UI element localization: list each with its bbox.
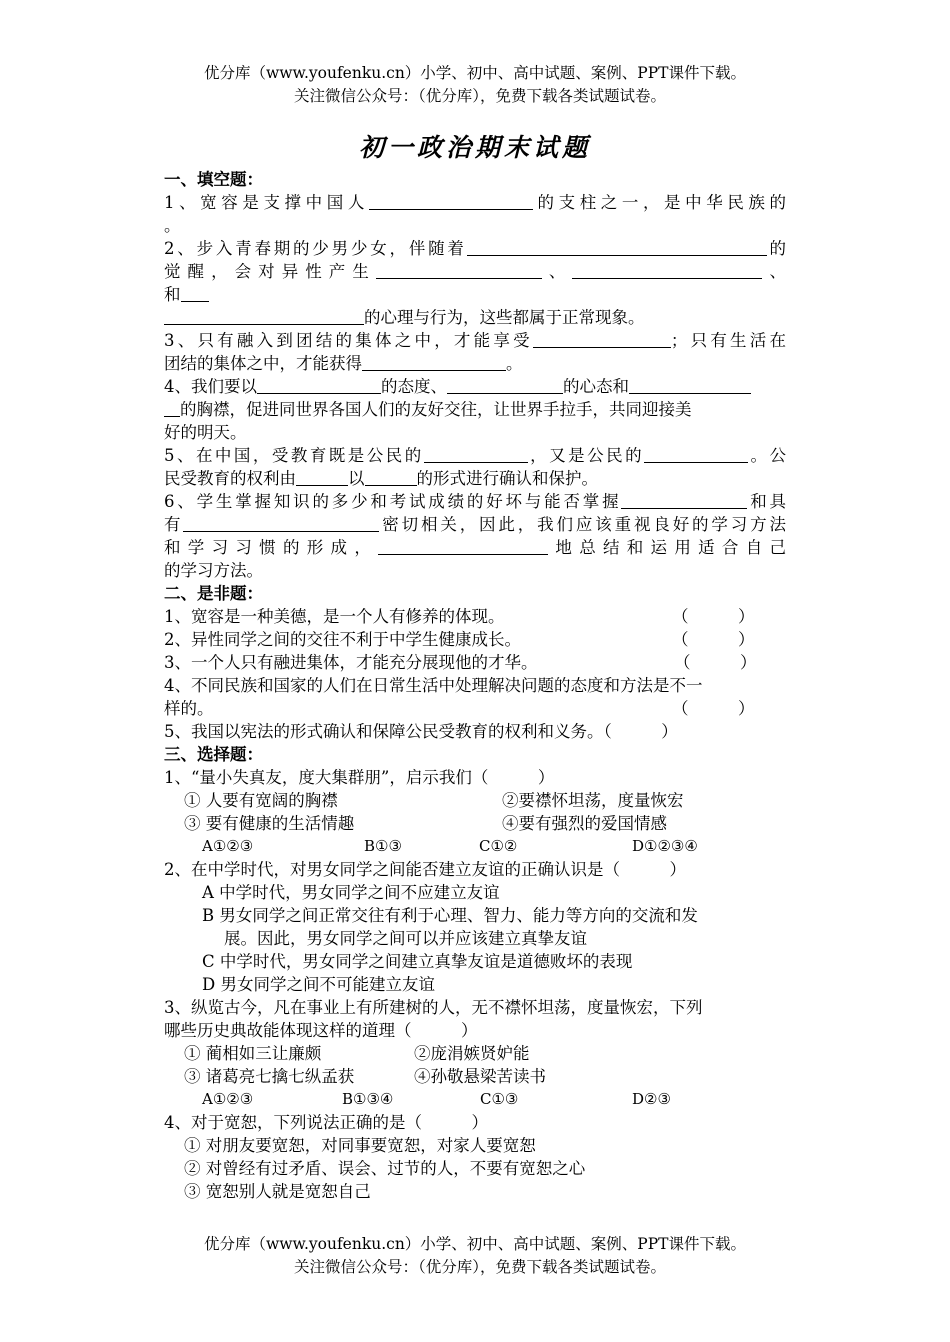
blank — [376, 262, 542, 279]
blank — [467, 239, 767, 256]
footer-line-2: 关注微信公众号：（优分库），免费下载各类试题试卷。 — [293, 1258, 666, 1276]
text: 1、宽容是支撑中国人 — [164, 193, 369, 212]
blank — [572, 262, 762, 279]
s1-q4-line1 — [164, 375, 786, 398]
s1-q5-line2 — [164, 467, 786, 490]
s3-q1-options-b — [164, 812, 786, 835]
option: ③ 诸葛亮七擒七纵孟获 — [184, 1067, 355, 1086]
exam-body — [164, 168, 786, 1203]
text: 的心态和 — [563, 377, 629, 396]
text: 、 — [762, 262, 787, 281]
option: ① 人要有宽阔的胸襟 — [184, 791, 338, 810]
text: 觉醒，会对异性产生 — [164, 262, 376, 281]
blank — [369, 193, 533, 210]
s1-q2-line3 — [164, 283, 786, 306]
s1-q3-line2 — [164, 352, 786, 375]
text: 的支柱之一，是中华民族的 — [532, 193, 787, 212]
blank — [164, 308, 364, 325]
blank — [365, 469, 417, 486]
s1-q4-line2 — [164, 398, 786, 421]
blank — [296, 469, 348, 486]
answer-choice: D①②③④ — [632, 837, 698, 855]
text: 有 — [164, 515, 184, 534]
s3-q4-option-2: ② 对曾经有过矛盾、误会、过节的人，不要有宽恕之心 — [184, 1159, 586, 1178]
s1-q6-line2 — [164, 513, 786, 536]
s1-q4-line3: 好的明天。 — [164, 423, 247, 442]
s1-q6-line1 — [164, 490, 786, 513]
s1-q1-line2: 。 — [164, 216, 181, 235]
text: 民受教育的权利由 — [164, 469, 296, 488]
text: 样的。 — [164, 699, 214, 718]
option: ③ 要有健康的生活情趣 — [184, 814, 355, 833]
answer-paren: （ ） — [674, 653, 757, 672]
text: ；只有生活在 — [670, 331, 787, 350]
s3-q4: 4、对于宽恕，下列说法正确的是（ ） — [164, 1113, 488, 1132]
answer-choice: B①③ — [364, 837, 402, 855]
text: 的心理与行为，这些都属于正常现象。 — [364, 308, 645, 327]
s3-q2: 2、在中学时代，对男女同学之间能否建立友谊的正确认识是（ ） — [164, 860, 686, 879]
s3-q4-option-1: ① 对朋友要宽恕，对同事要宽恕，对家人要宽恕 — [184, 1136, 536, 1155]
text: 和 — [164, 285, 181, 304]
text: 4、我们要以 — [164, 377, 257, 396]
text: 和具 — [747, 492, 787, 511]
text: 3、只有融入到团结的集体之中，才能享受 — [164, 331, 533, 350]
option: ④孙敬悬梁苦读书 — [414, 1067, 546, 1086]
blank — [533, 331, 671, 348]
answer-choice: A①②③ — [202, 1090, 254, 1108]
text: 和学习习惯的形成， — [164, 538, 379, 557]
s2-item-2 — [164, 628, 786, 651]
s1-q3-line1 — [164, 329, 786, 352]
text: 。公 — [748, 446, 787, 465]
page-title: 初一政治期末试题 — [358, 133, 591, 162]
section-heading-choice: 三、选择题： — [164, 745, 263, 764]
s3-q1-options-a — [164, 789, 786, 812]
blank — [378, 538, 548, 555]
blank — [644, 446, 748, 463]
option: ① 蔺相如三让廉颇 — [184, 1044, 322, 1063]
answer-choice: A①②③ — [202, 837, 254, 855]
section-heading-true-false: 二、是非题： — [164, 584, 263, 603]
text: 2、异性同学之间的交往不利于中学生健康成长。 — [164, 630, 521, 649]
blank — [447, 377, 563, 394]
s3-q2-option-a: A 中学时代，男女同学之间不应建立友谊 — [202, 883, 500, 902]
header-line-2: 关注微信公众号：（优分库），免费下载各类试题试卷。 — [293, 87, 666, 105]
header-line-1: 优分库（www.youfenku.cn）小学、初中、高中试题、案例、PPT课件下载。 — [203, 64, 747, 82]
section-heading-fill-blank: 一、填空题： — [164, 170, 263, 189]
text: 的形式进行确认和保护。 — [416, 469, 598, 488]
blank — [629, 377, 751, 394]
text: 地总结和运用适合自己 — [548, 538, 787, 557]
answer-paren: （ ） — [672, 699, 755, 718]
s1-q6-line3 — [164, 536, 786, 559]
s3-q3-line2: 哪些历史典故能体现这样的道理（ ） — [164, 1021, 478, 1040]
text: 以 — [348, 469, 365, 488]
s2-item-4-line1: 4、不同民族和国家的人们在日常生活中处理解决问题的态度和方法是不一 — [164, 676, 703, 695]
blank — [257, 377, 381, 394]
text: 6、学生掌握知识的多少和考试成绩的好坏与能否掌握 — [164, 492, 622, 511]
text: 的态度、 — [381, 377, 447, 396]
blank — [164, 400, 180, 417]
s2-item-1 — [164, 605, 786, 628]
text: 团结的集体之中，才能获得 — [164, 354, 362, 373]
s2-item-4-line2 — [164, 697, 786, 720]
s3-q2-option-d: D 男女同学之间不可能建立友谊 — [202, 975, 435, 994]
option: ②庞涓嫉贤妒能 — [414, 1044, 530, 1063]
text: 的胸襟，促进同世界各国人们的友好交往，让世界手拉手，共同迎接美 — [180, 400, 692, 419]
page-header — [0, 62, 950, 108]
s1-q2-line2 — [164, 260, 786, 283]
blank — [424, 446, 528, 463]
text: 密切相关，因此，我们应该重视良好的学习方法 — [379, 515, 787, 534]
answer-choice: C①② — [479, 837, 518, 855]
s3-q3-answers — [164, 1088, 786, 1111]
s3-q2-option-c: C 中学时代，男女同学之间建立真挚友谊是道德败坏的表现 — [202, 952, 633, 971]
s1-q2-line4 — [164, 306, 786, 329]
s3-q2-option-b-line2: 展。因此，男女同学之间可以并应该建立真挚友谊 — [224, 929, 587, 948]
text: ，又是公民的 — [527, 446, 645, 465]
footer-line-1: 优分库（www.youfenku.cn）小学、初中、高中试题、案例、PPT课件下载。 — [203, 1235, 747, 1253]
s3-q2-option-b-line1: B 男女同学之间正常交往有利于心理、智力、能力等方向的交流和发 — [202, 906, 698, 925]
text: 。 — [506, 354, 523, 373]
text: 3、一个人只有融进集体，才能充分展现他的才华。 — [164, 653, 538, 672]
s3-q3-options-b — [164, 1065, 786, 1088]
answer-choice: C①③ — [480, 1090, 519, 1108]
answer-choice: B①③④ — [342, 1090, 394, 1108]
text: 的 — [766, 239, 787, 258]
blank — [362, 354, 506, 371]
s3-q1-answers — [164, 835, 786, 858]
text: 1、宽容是一种美德，是一个人有修养的体现。 — [164, 607, 505, 626]
blank — [183, 515, 379, 532]
blank — [621, 492, 747, 509]
s2-item-5: 5、我国以宪法的形式确认和保障公民受教育的权利和义务。（ ） — [164, 722, 678, 741]
s3-q1: 1、“量小失真友，度大集群朋”，启示我们（ ） — [164, 768, 555, 787]
s3-q3-line1: 3、纵览古今，凡在事业上有所建树的人，无不襟怀坦荡，度量恢宏，下列 — [164, 998, 703, 1017]
page-footer — [0, 1233, 950, 1279]
s2-item-3 — [164, 651, 786, 674]
s1-q5-line1 — [164, 444, 786, 467]
s1-q6-line4: 的学习方法。 — [164, 561, 263, 580]
s3-q3-options-a — [164, 1042, 786, 1065]
answer-choice: D②③ — [632, 1090, 671, 1108]
blank — [181, 285, 209, 302]
text: 2、步入青春期的少男少女，伴随着 — [164, 239, 467, 258]
option: ④要有强烈的爱国情感 — [502, 814, 667, 833]
answer-paren: （ ） — [672, 607, 755, 626]
option: ②要襟怀坦荡，度量恢宏 — [502, 791, 684, 810]
text: 5、在中国，受教育既是公民的 — [164, 446, 424, 465]
s3-q4-option-3: ③ 宽恕别人就是宽恕自己 — [184, 1182, 371, 1201]
text: 、 — [541, 262, 573, 281]
s1-q2-line1 — [164, 237, 786, 260]
s1-q1-line1 — [164, 191, 786, 214]
answer-paren: （ ） — [672, 630, 755, 649]
